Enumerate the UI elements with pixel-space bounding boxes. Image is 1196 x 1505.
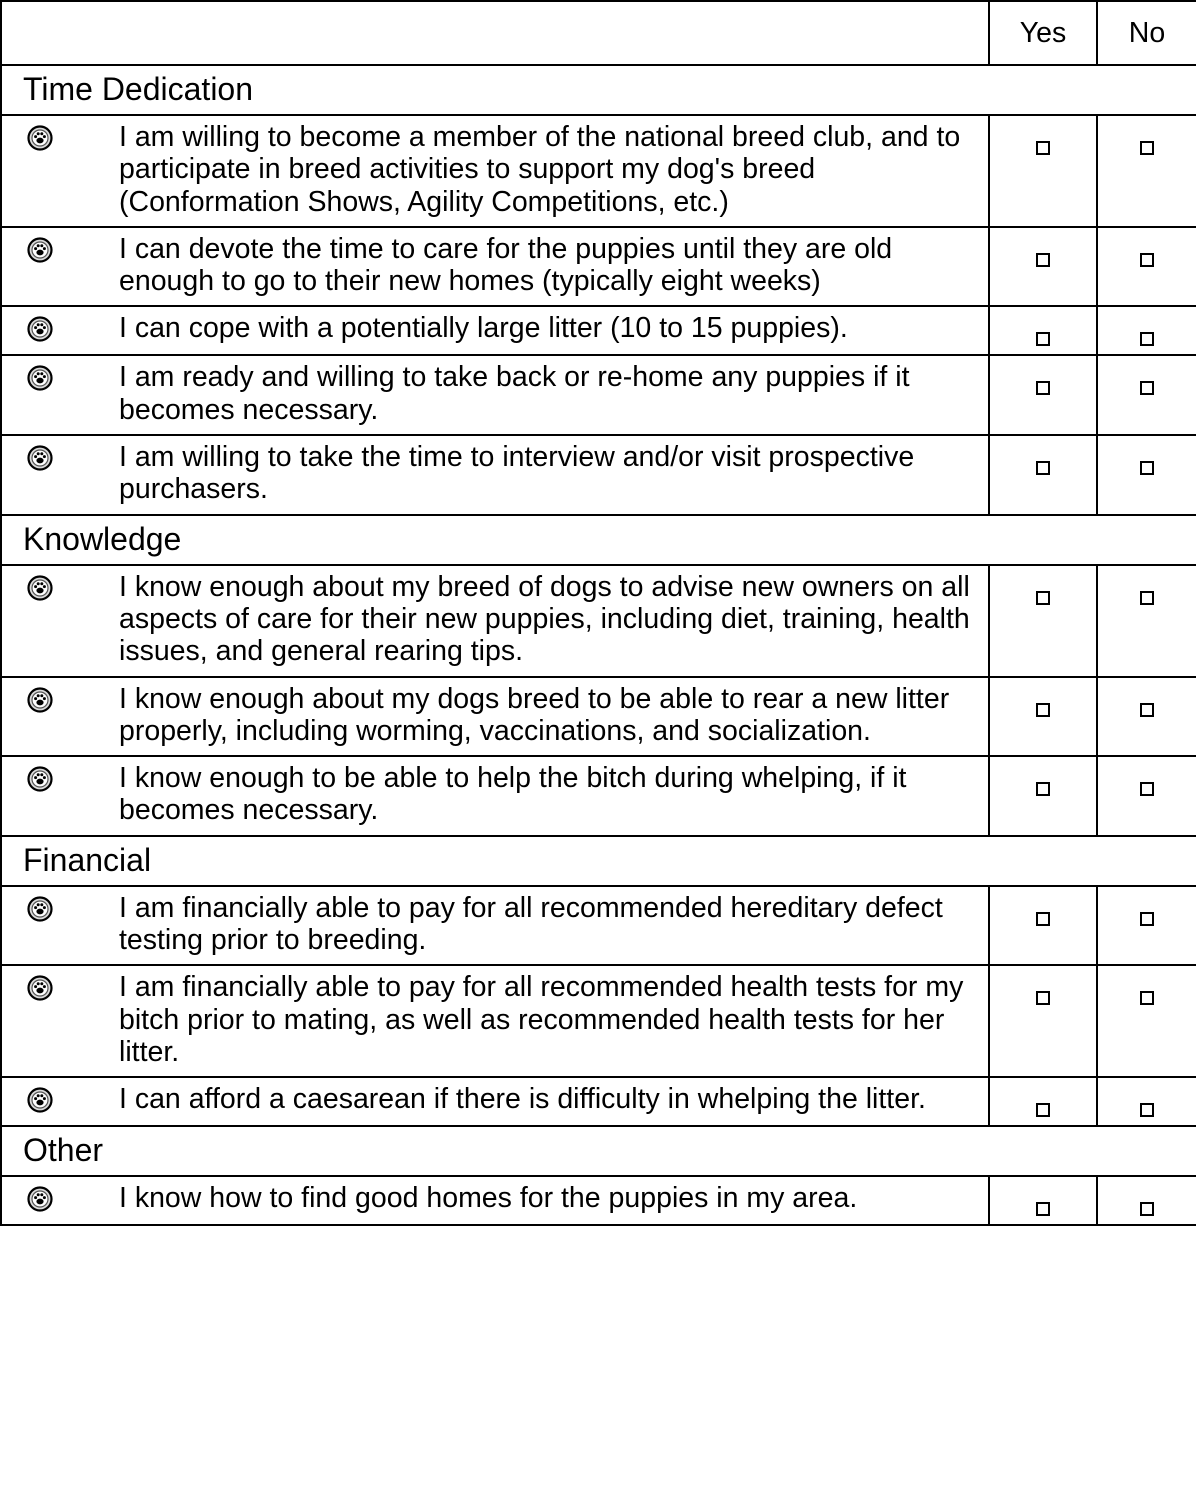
yes-checkbox[interactable]: [1036, 591, 1050, 605]
section-title: Financial: [1, 836, 1196, 886]
no-checkbox[interactable]: [1140, 912, 1154, 926]
yes-cell: [989, 1176, 1097, 1225]
checklist-item-row: [1, 565, 1196, 677]
no-checkbox[interactable]: [1140, 141, 1154, 155]
icon-cell: [1, 306, 96, 355]
item-statement: I know enough about my breed of dogs to advise new owners on all aspects of care for their new puppies, including diet, training, health issues, and general rearing tips.: [96, 565, 989, 677]
yes-cell: [989, 435, 1097, 515]
yes-checkbox[interactable]: [1036, 253, 1050, 267]
no-checkbox[interactable]: [1140, 1103, 1154, 1117]
yes-cell: [989, 965, 1097, 1077]
section-row: [1, 515, 1196, 565]
paw-icon: [27, 365, 53, 391]
yes-checkbox[interactable]: [1036, 381, 1050, 395]
paw-icon: [27, 445, 53, 471]
checklist-item-row: [1, 227, 1196, 307]
icon-cell: [1, 965, 96, 1077]
yes-checkbox[interactable]: [1036, 332, 1050, 346]
paw-icon: [27, 896, 53, 922]
paw-icon: [27, 1186, 53, 1212]
checklist-item-row: [1, 435, 1196, 515]
no-header: No: [1097, 1, 1196, 65]
yes-checkbox[interactable]: [1036, 1103, 1050, 1117]
no-checkbox[interactable]: [1140, 461, 1154, 475]
icon-cell: [1, 355, 96, 435]
yes-cell: [989, 115, 1097, 227]
section-title: Other: [1, 1126, 1196, 1176]
no-cell: [1097, 227, 1196, 307]
no-checkbox[interactable]: [1140, 703, 1154, 717]
paw-icon: [27, 575, 53, 601]
checklist-body: [1, 1, 1196, 1225]
item-statement: I am ready and willing to take back or re-home any puppies if it becomes necessary.: [96, 355, 989, 435]
yes-cell: [989, 756, 1097, 836]
checklist-item-row: [1, 355, 1196, 435]
section-title: Time Dedication: [1, 65, 1196, 115]
item-statement: I know how to find good homes for the puppies in my area.: [96, 1176, 989, 1225]
no-checkbox[interactable]: [1140, 332, 1154, 346]
yes-checkbox[interactable]: [1036, 141, 1050, 155]
yes-header: Yes: [989, 1, 1097, 65]
no-cell: [1097, 756, 1196, 836]
yes-cell: [989, 1077, 1097, 1126]
checklist-item-row: [1, 306, 1196, 355]
icon-cell: [1, 227, 96, 307]
no-cell: [1097, 677, 1196, 757]
no-checkbox[interactable]: [1140, 991, 1154, 1005]
no-cell: [1097, 1077, 1196, 1126]
item-statement: I am financially able to pay for all recommended health tests for my bitch prior to mating, as well as recommended health tests for her litter.: [96, 965, 989, 1077]
icon-cell: [1, 115, 96, 227]
checklist-item-row: [1, 1176, 1196, 1225]
paw-icon: [27, 766, 53, 792]
item-statement: I am financially able to pay for all recommended hereditary defect testing prior to breeding.: [96, 886, 989, 966]
item-statement: I know enough about my dogs breed to be able to rear a new litter properly, including worming, vaccinations, and socialization.: [96, 677, 989, 757]
no-cell: [1097, 565, 1196, 677]
icon-cell: [1, 1176, 96, 1225]
yes-checkbox[interactable]: [1036, 782, 1050, 796]
item-statement: I can afford a caesarean if there is difficulty in whelping the litter.: [96, 1077, 989, 1126]
no-checkbox[interactable]: [1140, 381, 1154, 395]
no-cell: [1097, 886, 1196, 966]
yes-cell: [989, 886, 1097, 966]
no-cell: [1097, 435, 1196, 515]
checklist-item-row: [1, 1077, 1196, 1126]
checklist-item-row: [1, 115, 1196, 227]
no-checkbox[interactable]: [1140, 1202, 1154, 1216]
paw-icon: [27, 237, 53, 263]
section-title: Knowledge: [1, 515, 1196, 565]
yes-checkbox[interactable]: [1036, 991, 1050, 1005]
no-checkbox[interactable]: [1140, 253, 1154, 267]
paw-icon: [27, 316, 53, 342]
checklist-item-row: [1, 886, 1196, 966]
icon-cell: [1, 435, 96, 515]
checklist-item-row: [1, 965, 1196, 1077]
yes-cell: [989, 677, 1097, 757]
checklist-item-row: [1, 756, 1196, 836]
item-statement: I am willing to take the time to interview and/or visit prospective purchasers.: [96, 435, 989, 515]
icon-cell: [1, 565, 96, 677]
no-cell: [1097, 1176, 1196, 1225]
yes-checkbox[interactable]: [1036, 1202, 1050, 1216]
section-row: [1, 836, 1196, 886]
no-checkbox[interactable]: [1140, 782, 1154, 796]
item-statement: I am willing to become a member of the national breed club, and to participate in breed activities to support my dog's breed (Conformation Shows, Agility Competitions, etc.): [96, 115, 989, 227]
item-statement: I can devote the time to care for the puppies until they are old enough to go to their new homes (typically eight weeks): [96, 227, 989, 307]
no-cell: [1097, 355, 1196, 435]
no-cell: [1097, 306, 1196, 355]
yes-cell: [989, 355, 1097, 435]
header-row: [1, 1, 1196, 65]
paw-icon: [27, 125, 53, 151]
yes-cell: [989, 306, 1097, 355]
checklist-item-row: [1, 677, 1196, 757]
yes-checkbox[interactable]: [1036, 912, 1050, 926]
section-row: [1, 1126, 1196, 1176]
paw-icon: [27, 687, 53, 713]
no-checkbox[interactable]: [1140, 591, 1154, 605]
header-blank-cell: [1, 1, 989, 65]
item-statement: I know enough to be able to help the bitch during whelping, if it becomes necessary.: [96, 756, 989, 836]
yes-cell: [989, 565, 1097, 677]
section-row: [1, 65, 1196, 115]
icon-cell: [1, 677, 96, 757]
no-cell: [1097, 965, 1196, 1077]
yes-checkbox[interactable]: [1036, 461, 1050, 475]
no-cell: [1097, 115, 1196, 227]
icon-cell: [1, 1077, 96, 1126]
yes-checkbox[interactable]: [1036, 703, 1050, 717]
icon-cell: [1, 886, 96, 966]
paw-icon: [27, 975, 53, 1001]
item-statement: I can cope with a potentially large litter (10 to 15 puppies).: [96, 306, 989, 355]
yes-cell: [989, 227, 1097, 307]
paw-icon: [27, 1087, 53, 1113]
icon-cell: [1, 756, 96, 836]
